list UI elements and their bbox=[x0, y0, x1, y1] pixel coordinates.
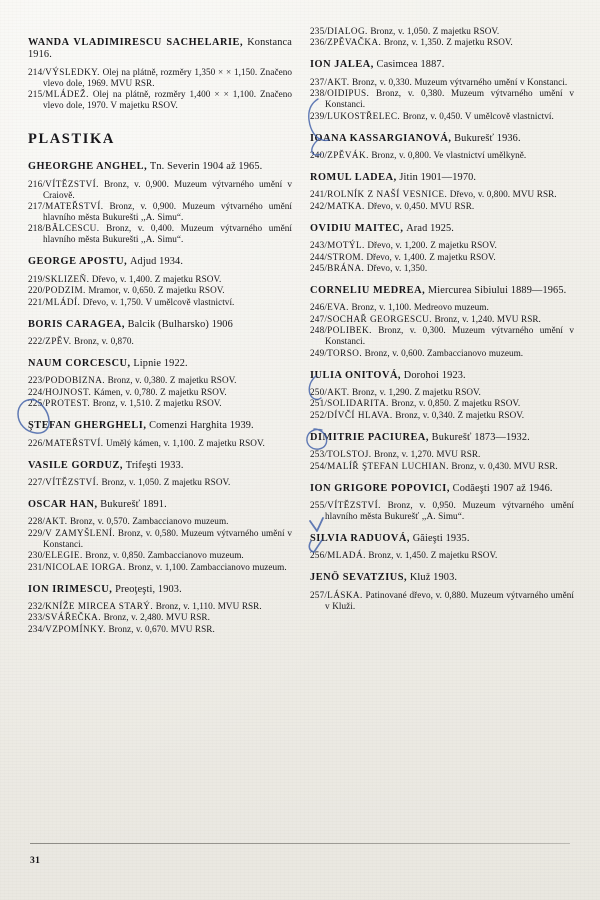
artist-heading bbox=[310, 370, 574, 382]
artist-entry bbox=[310, 572, 574, 611]
item-title: VÝSLEDKY. bbox=[45, 66, 100, 77]
item-number: 215/ bbox=[28, 89, 46, 100]
artist-name: IOANA KASSARGIANOVÁ, bbox=[310, 132, 452, 144]
catalogue-item bbox=[310, 461, 574, 472]
item-number: 241/ bbox=[310, 189, 328, 200]
catalogue-item bbox=[28, 375, 292, 386]
artist-entry bbox=[28, 499, 292, 573]
artist-heading bbox=[310, 223, 574, 235]
item-number: 247/ bbox=[310, 313, 328, 324]
catalogue-item bbox=[28, 398, 292, 409]
item-description: Bronz, v. 0,380. Z majetku RSOV. bbox=[107, 375, 237, 386]
item-description: Patinované dřevo, v. 0,880. Muzeum výtvarného umění v Kluži. bbox=[325, 589, 575, 611]
item-number: 236/ bbox=[310, 37, 328, 48]
item-number: 237/ bbox=[310, 76, 328, 87]
catalogue-item bbox=[310, 590, 574, 612]
section-heading: PLASTIKA bbox=[28, 131, 115, 148]
catalogue-item bbox=[28, 297, 292, 308]
item-title: KNÍŽE MIRCEA STARÝ. bbox=[45, 600, 154, 611]
artist-entry bbox=[310, 285, 574, 359]
artist-birthplace-dates: Dorohoi 1923. bbox=[403, 369, 466, 381]
item-description: Bronz, v. 1,270. MVU RSR. bbox=[374, 449, 481, 460]
item-number: 229/ bbox=[28, 527, 46, 538]
item-number: 234/ bbox=[28, 623, 46, 634]
item-description: Dřevo, v. 1,200. Z majetku RSOV. bbox=[367, 240, 497, 251]
item-title: EVA. bbox=[327, 302, 349, 313]
item-number: 220/ bbox=[28, 285, 46, 296]
item-description: Olej na plátně, rozměry 1,400 × × 1,100. Značeno vlevo dole, 1970. V majetku RSOV. bbox=[43, 89, 292, 111]
artist-name: ROMUL LADEA, bbox=[310, 171, 397, 183]
artist-entry bbox=[310, 59, 574, 121]
item-description: Kámen, v. 0,780. Z majetku RSOV. bbox=[93, 386, 227, 397]
item-description: Bronz, v. 1,100. Medreovo muzeum. bbox=[351, 302, 489, 313]
item-number: 227/ bbox=[28, 476, 46, 487]
catalogue-item bbox=[28, 223, 292, 245]
artist-name: NAUM CORCESCU, bbox=[28, 357, 131, 369]
catalogue-item bbox=[28, 612, 292, 623]
item-title: OIDIPUS. bbox=[327, 88, 370, 99]
artist-heading bbox=[28, 584, 292, 596]
item-description: Bronz, v. 1,110. MVU RSR. bbox=[155, 600, 262, 611]
item-description: Bronz, v. 0,300. Muzeum výtvarného umění v Konstanci. bbox=[325, 325, 575, 347]
item-description: Bronz, v. 0,580. Muzeum výtvarného umění v Konstanci. bbox=[43, 527, 293, 549]
item-number: 232/ bbox=[28, 600, 46, 611]
item-title: VÍTĚZSTVÍ. bbox=[45, 178, 99, 189]
item-number: 214/ bbox=[28, 66, 46, 77]
artist-heading bbox=[28, 499, 292, 511]
artist-entry bbox=[28, 37, 292, 111]
artist-heading bbox=[28, 358, 292, 370]
catalogue-item bbox=[310, 26, 574, 37]
catalogue-item bbox=[28, 601, 292, 612]
artist-birthplace-dates: Jitin 1901—1970. bbox=[399, 171, 477, 183]
catalogue-item bbox=[28, 336, 292, 347]
item-title: NICOLAE IORGA. bbox=[45, 561, 126, 572]
artist-name: WANDA VLADIMIRESCU SACHELARIE, bbox=[28, 37, 244, 48]
artist-name: ION IRIMESCU, bbox=[28, 583, 113, 595]
artist-entry bbox=[310, 223, 574, 274]
catalogue-item bbox=[310, 314, 574, 325]
artist-heading bbox=[310, 59, 574, 71]
item-title: MLADÁ. bbox=[327, 550, 366, 561]
item-number: 253/ bbox=[310, 449, 328, 460]
artist-birthplace-dates: Comenzi Harghita 1939. bbox=[149, 420, 254, 432]
artist-name: BORIS CARAGEA, bbox=[28, 318, 125, 330]
item-title: POLIBEK. bbox=[327, 325, 372, 336]
catalogue-item bbox=[310, 252, 574, 263]
item-description: Bronz, v. 0,850. Z majetku RSOV. bbox=[391, 398, 521, 409]
artist-entry bbox=[28, 161, 292, 245]
artist-entry bbox=[28, 420, 292, 448]
item-number: 244/ bbox=[310, 251, 328, 262]
artist-heading bbox=[310, 133, 574, 145]
item-number: 246/ bbox=[310, 302, 328, 313]
item-number: 251/ bbox=[310, 398, 328, 409]
item-number: 216/ bbox=[28, 178, 46, 189]
item-number: 226/ bbox=[28, 437, 46, 448]
item-description: Bronz, v. 0,870. bbox=[74, 335, 134, 346]
artist-heading bbox=[28, 161, 292, 173]
item-description: Bronz, v. 0,950. Muzeum výtvarného umění hlavního města Bukurešť ,,A. Simu“. bbox=[325, 499, 574, 521]
item-title: TOLSTOJ. bbox=[327, 449, 372, 460]
item-number: 219/ bbox=[28, 273, 46, 284]
catalogue-item bbox=[310, 410, 574, 421]
item-description: Dřevo, v. 0,800. MVU RSR. bbox=[449, 189, 557, 200]
artist-entry bbox=[310, 370, 574, 421]
item-number: 222/ bbox=[28, 335, 46, 346]
item-number: 257/ bbox=[310, 589, 328, 600]
left-column bbox=[28, 26, 292, 637]
catalogue-item bbox=[28, 528, 292, 550]
item-description: Bronz, v. 0,900. Muzeum výtvarného umění hlavního města Bukurešti ,,A. Simu“. bbox=[43, 201, 293, 222]
item-description: Bronz, v. 0,380. Muzeum výtvarného umění v Konstanci. bbox=[325, 88, 574, 110]
artist-birthplace-dates: Bukurešť 1891. bbox=[100, 498, 167, 510]
catalogue-item-list bbox=[310, 387, 574, 421]
artist-birthplace-dates: Lipnie 1922. bbox=[133, 357, 188, 369]
catalogue-item-list bbox=[310, 590, 574, 612]
catalogue-item bbox=[310, 189, 574, 200]
item-description: Bronz, v. 1,240. MVU RSR. bbox=[434, 313, 541, 324]
item-title: BĂLCESCU. bbox=[45, 223, 100, 234]
artist-name: DIMITRIE PACIUREA, bbox=[310, 431, 429, 443]
item-title: AKT. bbox=[327, 386, 350, 397]
item-number: 248/ bbox=[310, 325, 328, 336]
artist-birthplace-dates: Trifeşti 1933. bbox=[125, 459, 184, 471]
catalogue-item bbox=[28, 179, 292, 201]
item-title: MOTÝL. bbox=[327, 240, 365, 251]
artist-birthplace-dates: Preoţeşti, 1903. bbox=[115, 583, 182, 595]
artist-entry bbox=[310, 432, 574, 472]
item-title: AKT. bbox=[327, 76, 350, 87]
catalogue-item bbox=[28, 477, 292, 488]
artist-heading bbox=[28, 256, 292, 268]
item-number: 238/ bbox=[310, 88, 328, 99]
item-number: 235/ bbox=[310, 26, 328, 36]
right-column bbox=[310, 26, 574, 637]
catalogue-item-list bbox=[310, 240, 574, 274]
item-title: PROTEST. bbox=[45, 398, 91, 409]
artist-birthplace-dates: Kluž 1903. bbox=[409, 572, 458, 584]
catalogue-item-list bbox=[28, 516, 292, 572]
item-description: Bronz, v. 1,510. Z majetku RSOV. bbox=[92, 398, 222, 409]
catalogue-item bbox=[310, 325, 574, 347]
artist-entry bbox=[310, 483, 574, 522]
item-title: VÍTĚZSTVÍ. bbox=[327, 499, 381, 510]
page-number: 31 bbox=[30, 855, 41, 866]
item-number: 240/ bbox=[310, 149, 328, 160]
item-title: MLÁDEŽ. bbox=[45, 89, 89, 100]
item-title: ELEGIE. bbox=[45, 550, 83, 561]
item-number: 223/ bbox=[28, 375, 46, 386]
item-description: Dřevo, v. 0,450. MVU RSR. bbox=[367, 200, 475, 211]
artist-birthplace-dates: Bukurešť 1873—1932. bbox=[431, 431, 530, 443]
catalogue-item-list bbox=[310, 150, 574, 161]
catalogue-item bbox=[310, 263, 574, 274]
item-title: PODZIM. bbox=[45, 285, 86, 296]
artist-heading bbox=[28, 37, 292, 62]
item-title: LUKOSTŘELEC. bbox=[327, 110, 401, 121]
artist-birthplace-dates: Codăeşti 1907 až 1946. bbox=[452, 482, 553, 494]
catalogue-item-list bbox=[310, 550, 574, 561]
item-title: SOLIDARITA. bbox=[327, 398, 389, 409]
artist-heading bbox=[310, 572, 574, 584]
item-number: 242/ bbox=[310, 200, 328, 211]
artist-heading bbox=[310, 533, 574, 545]
item-title: HOJNOST. bbox=[45, 386, 92, 397]
catalogue-item bbox=[28, 274, 292, 285]
artist-heading bbox=[310, 172, 574, 184]
item-number: 221/ bbox=[28, 296, 46, 307]
item-number: 245/ bbox=[310, 262, 328, 273]
item-title: MATEŘSTVÍ. bbox=[45, 201, 104, 211]
item-description: Bronz, v. 1,050. Z majetku RSOV. bbox=[370, 26, 500, 36]
artist-birthplace-dates: Arad 1925. bbox=[406, 222, 455, 234]
catalogue-item bbox=[310, 500, 574, 522]
catalogue-item bbox=[310, 302, 574, 313]
artist-name: ŞTEFAN GHERGHELI, bbox=[28, 420, 147, 432]
catalogue-item-list bbox=[28, 336, 292, 347]
catalogue-item bbox=[310, 201, 574, 212]
item-description: Bronz, v. 0,340. Z majetku RSOV. bbox=[395, 409, 525, 420]
catalogue-item-list bbox=[310, 302, 574, 358]
catalogue-item-list bbox=[28, 438, 292, 449]
item-description: Bronz, v. 0,800. Ve vlastnictví umělkyně. bbox=[371, 149, 527, 160]
catalogue-item bbox=[310, 37, 574, 48]
item-description: Bronz, v. 0,430. MVU RSR. bbox=[451, 460, 558, 471]
catalogue-item-list bbox=[310, 26, 574, 48]
catalogue-item bbox=[310, 550, 574, 561]
catalogue-item bbox=[28, 89, 292, 111]
item-description: Dřevo, v. 1,350. bbox=[366, 262, 428, 273]
item-title: MLÁDÍ. bbox=[45, 296, 81, 307]
item-description: Bronz, v. 0,600. Zambaccianovo muzeum. bbox=[364, 347, 524, 358]
catalogue-item-list bbox=[310, 449, 574, 471]
catalogue-item bbox=[28, 562, 292, 573]
item-title: AKT. bbox=[45, 516, 68, 527]
artist-birthplace-dates: Adjud 1934. bbox=[129, 256, 184, 268]
catalogue-item bbox=[28, 550, 292, 561]
catalogue-item bbox=[310, 150, 574, 161]
item-number: 252/ bbox=[310, 409, 328, 420]
catalogue-item bbox=[310, 88, 574, 110]
item-number: 228/ bbox=[28, 516, 46, 527]
artist-entry bbox=[28, 256, 292, 307]
catalogue-item-list bbox=[28, 601, 292, 635]
item-title: BRÁNA. bbox=[327, 262, 365, 273]
catalogue-item bbox=[310, 387, 574, 398]
item-number: 254/ bbox=[310, 460, 328, 471]
catalogue-item-list bbox=[28, 375, 292, 409]
item-description: Bronz, v. 1,100. Zambaccianovo muzeum. bbox=[128, 561, 287, 572]
artist-entry bbox=[28, 460, 292, 488]
artist-birthplace-dates: Bukurešť 1936. bbox=[454, 132, 521, 144]
artist-entry bbox=[28, 584, 292, 635]
artist-birthplace-dates: Casimcea 1887. bbox=[376, 59, 445, 71]
footer-rule bbox=[30, 843, 570, 844]
artist-name: VASILE GORDUZ, bbox=[28, 459, 124, 471]
item-title: MALÍŘ ŞTEFAN LUCHIAN. bbox=[327, 460, 449, 471]
catalogue-item bbox=[28, 67, 292, 89]
artist-heading bbox=[28, 420, 292, 432]
item-title: TORSO. bbox=[327, 347, 363, 358]
item-description: Bronz, v. 1,350. Z majetku RSOV. bbox=[383, 37, 513, 48]
item-number: 249/ bbox=[310, 347, 328, 358]
catalogue-item bbox=[310, 111, 574, 122]
artist-entry bbox=[28, 358, 292, 409]
artist-name: ION JALEA, bbox=[310, 59, 374, 71]
item-description: Bronz, v. 0,570. Zambaccianovo muzeum. bbox=[69, 516, 229, 527]
catalogue-item-list bbox=[310, 77, 574, 122]
item-description: Bronz, v. 0,400. Muzeum výtvarného umění hlavního města Bukurešti ,,A. Simu“. bbox=[43, 223, 293, 245]
item-description: Bronz, v. 1,050. Z majetku RSOV. bbox=[101, 476, 231, 487]
item-title: SVÁŘEČKA. bbox=[45, 612, 102, 623]
artist-name: SILVIA RADUOVÁ, bbox=[310, 532, 410, 544]
item-title: VÍTĚZSTVÍ. bbox=[45, 476, 99, 487]
catalogue-item-list bbox=[28, 477, 292, 488]
artist-name: OVIDIU MAITEC, bbox=[310, 222, 404, 234]
artist-name: CORNELIU MEDREA, bbox=[310, 284, 426, 296]
item-title: LÁSKA. bbox=[327, 589, 363, 600]
catalogue-item-list bbox=[28, 67, 292, 111]
artist-birthplace-dates: Miercurea Sibiului 1889—1965. bbox=[427, 284, 567, 296]
artist-name: OSCAR HAN, bbox=[28, 498, 98, 510]
item-title: SKLIZEŇ. bbox=[45, 273, 90, 284]
item-number: 256/ bbox=[310, 550, 328, 561]
item-number: 225/ bbox=[28, 398, 46, 409]
item-title: DIALOG. bbox=[327, 26, 368, 36]
item-description: Bronz, v. 1,290. Z majetku RSOV. bbox=[351, 386, 481, 397]
catalogue-item-list bbox=[310, 189, 574, 211]
item-title: ZPĚVÁK. bbox=[327, 149, 369, 160]
catalogue-item bbox=[28, 624, 292, 635]
item-title: V ZAMYŠLENÍ. bbox=[45, 527, 116, 538]
item-description: Bronz, v. 0,900. Muzeum výtvarného umění v Craiově. bbox=[43, 178, 293, 200]
catalogue-item-list bbox=[310, 500, 574, 522]
item-title: ZPĚV. bbox=[45, 335, 72, 346]
item-title: MATEŘSTVÍ. bbox=[45, 437, 104, 448]
catalogue-item bbox=[28, 285, 292, 296]
item-title: ZPĚVAČKA. bbox=[327, 37, 382, 48]
item-title: VZPOMÍNKY. bbox=[45, 623, 106, 634]
artist-name: JENÖ SEVATZIUS, bbox=[310, 572, 408, 584]
item-number: 218/ bbox=[28, 223, 46, 234]
item-number: 239/ bbox=[310, 110, 328, 121]
catalogue-item bbox=[28, 516, 292, 527]
item-title: ROLNÍK Z NAŠÍ VESNICE. bbox=[327, 189, 448, 200]
item-number: 230/ bbox=[28, 550, 46, 561]
item-description: Mramor, v. 0,650. Z majetku RSOV. bbox=[88, 285, 225, 296]
artist-entry bbox=[310, 26, 574, 48]
item-title: DÍVČÍ HLAVA. bbox=[327, 409, 393, 420]
artist-heading bbox=[310, 432, 574, 444]
item-number: 250/ bbox=[310, 386, 328, 397]
catalogue-item bbox=[310, 348, 574, 359]
artist-entry bbox=[310, 533, 574, 561]
artist-name: IULIA ONITOVÁ, bbox=[310, 369, 402, 381]
item-description: Dřevo, v. 1,400. Z majetku RSOV. bbox=[91, 273, 222, 284]
catalogue-item bbox=[28, 387, 292, 398]
item-description: Dřevo, v. 1,400. Z majetku RSOV. bbox=[366, 251, 496, 262]
catalogue-item bbox=[28, 201, 292, 223]
item-number: 224/ bbox=[28, 386, 46, 397]
artist-birthplace-dates: Konstanca 1916. bbox=[28, 37, 292, 61]
artist-name: ION GRIGORE POPOVICI, bbox=[310, 482, 450, 494]
item-description: Bronz, v. 0,670. MVU RSR. bbox=[108, 623, 215, 634]
item-description: Bronz, v. 0,850. Zambaccianovo muzeum. bbox=[85, 550, 244, 561]
item-title: SOCHAŘ GEORGESCU. bbox=[327, 313, 432, 324]
item-title: STROM. bbox=[327, 251, 364, 262]
artist-heading bbox=[28, 460, 292, 472]
artist-birthplace-dates: Tn. Severin 1904 až 1965. bbox=[149, 161, 263, 173]
artist-name: GEORGE APOSTU, bbox=[28, 256, 128, 268]
artist-birthplace-dates: Găieşti 1935. bbox=[412, 532, 470, 544]
item-description: Bronz, v. 1,450. Z majetku RSOV. bbox=[368, 550, 498, 561]
item-description: Umělý kámen, v. 1,100. Z majetku RSOV. bbox=[106, 437, 265, 448]
artist-heading bbox=[310, 483, 574, 495]
item-description: Olej na plátně, rozměry 1,350 × × 1,150. Značeno vlevo dole, 1969. MVU RSR. bbox=[43, 66, 292, 88]
item-title: MATKA. bbox=[327, 200, 365, 211]
item-number: 233/ bbox=[28, 612, 46, 623]
artist-birthplace-dates: Balcik (Bulharsko) 1906 bbox=[127, 318, 233, 330]
item-number: 255/ bbox=[310, 499, 328, 510]
artist-heading bbox=[310, 285, 574, 297]
catalogue-item bbox=[310, 398, 574, 409]
catalogue-item bbox=[310, 240, 574, 251]
two-column-body bbox=[28, 26, 574, 637]
artist-name: GHEORGHE ANGHEL, bbox=[28, 161, 148, 173]
item-description: Bronz, v. 2,480. MVU RSR. bbox=[103, 612, 210, 623]
item-description: Dřevo, v. 1,750. V umělcově vlastnictví. bbox=[82, 296, 235, 307]
artist-entry bbox=[310, 133, 574, 161]
item-number: 231/ bbox=[28, 561, 46, 572]
item-description: Bronz, v. 0,330. Muzeum výtvarného umění v Konstanci. bbox=[351, 76, 568, 87]
artist-entry bbox=[310, 172, 574, 212]
item-title: PODOBIZNA. bbox=[45, 375, 106, 386]
catalogue-item-list bbox=[28, 274, 292, 308]
artist-heading bbox=[28, 319, 292, 331]
catalogue-item bbox=[28, 438, 292, 449]
catalogue-item-list bbox=[28, 179, 292, 246]
artist-entry bbox=[28, 319, 292, 347]
item-number: 243/ bbox=[310, 240, 328, 251]
catalogue-item bbox=[310, 77, 574, 88]
item-description: Bronz, v. 0,450. V umělcově vlastnictví. bbox=[402, 110, 554, 121]
catalogue-item bbox=[310, 449, 574, 460]
item-number: 217/ bbox=[28, 201, 46, 211]
